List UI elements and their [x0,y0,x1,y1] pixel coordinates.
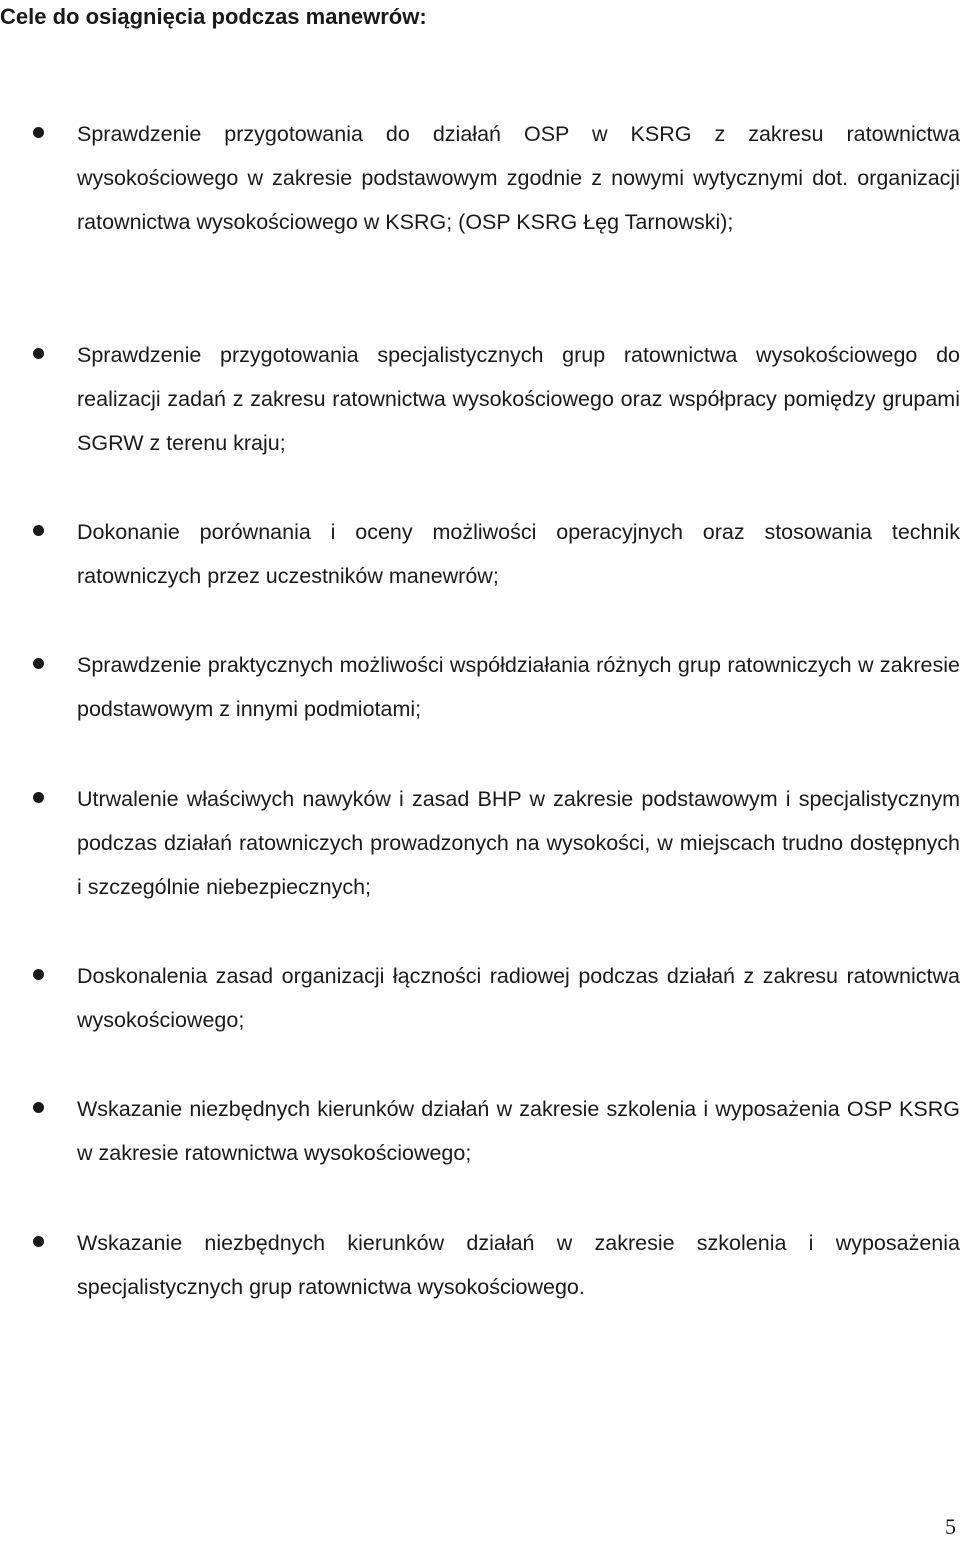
bullet-icon [33,127,44,138]
goal-text: Doskonalenia zasad organizacji łączności radiowej podczas działań z zakresu ratownictwa wysokościowego; [77,964,960,1032]
bullet-icon [33,1236,44,1247]
bullet-icon [33,525,44,536]
goal-text: Sprawdzenie przygotowania specjalistycznych grup ratownictwa wysokościowego do realizacji zadań z zakresu ratownictwa wysokościowego oraz współpracy pomiędzy grupami SGRW z terenu kraju; [77,343,960,455]
goal-text: Sprawdzenie praktycznych możliwości współdziałania różnych grup ratowniczych w zakresie podstawowym z innymi podmiotami; [77,653,960,721]
goal-text: Wskazanie niezbędnych kierunków działań w zakresie szkolenia i wyposażenia specjalistycznych grup ratownictwa wysokościowego. [77,1231,960,1299]
page-number: 5 [945,1514,956,1539]
goal-text: Dokonanie porównania i oceny możliwości operacyjnych oraz stosowania technik ratowniczych przez uczestników manewrów; [77,520,960,588]
goal-text: Wskazanie niezbędnych kierunków działań w zakresie szkolenia i wyposażenia OSP KSRG w zakresie ratownictwa wysokościowego; [77,1097,960,1165]
bullet-icon [33,1102,44,1113]
bullet-icon [33,658,44,669]
bullet-icon [33,969,44,980]
bullet-icon [33,792,44,803]
goal-text: Sprawdzenie przygotowania do działań OSP w KSRG z zakresu ratownictwa wysokościowego w zakresie podstawowym zgodnie z nowymi wytycznymi dot. organizacji ratownictwa wysokościowego w KSRG; (OSP KSRG Łęg Tarnowski); [77,122,960,234]
goal-text: Utrwalenie właściwych nawyków i zasad BHP w zakresie podstawowym i specjalistycznym podczas działań ratowniczych prowadzonych na wysokości, w miejscach trudno dostępnych i szczególnie niebezpiecznych; [77,787,960,899]
bullet-icon [33,348,44,359]
page-heading: Cele do osiągnięcia podczas manewrów: [0,4,427,29]
